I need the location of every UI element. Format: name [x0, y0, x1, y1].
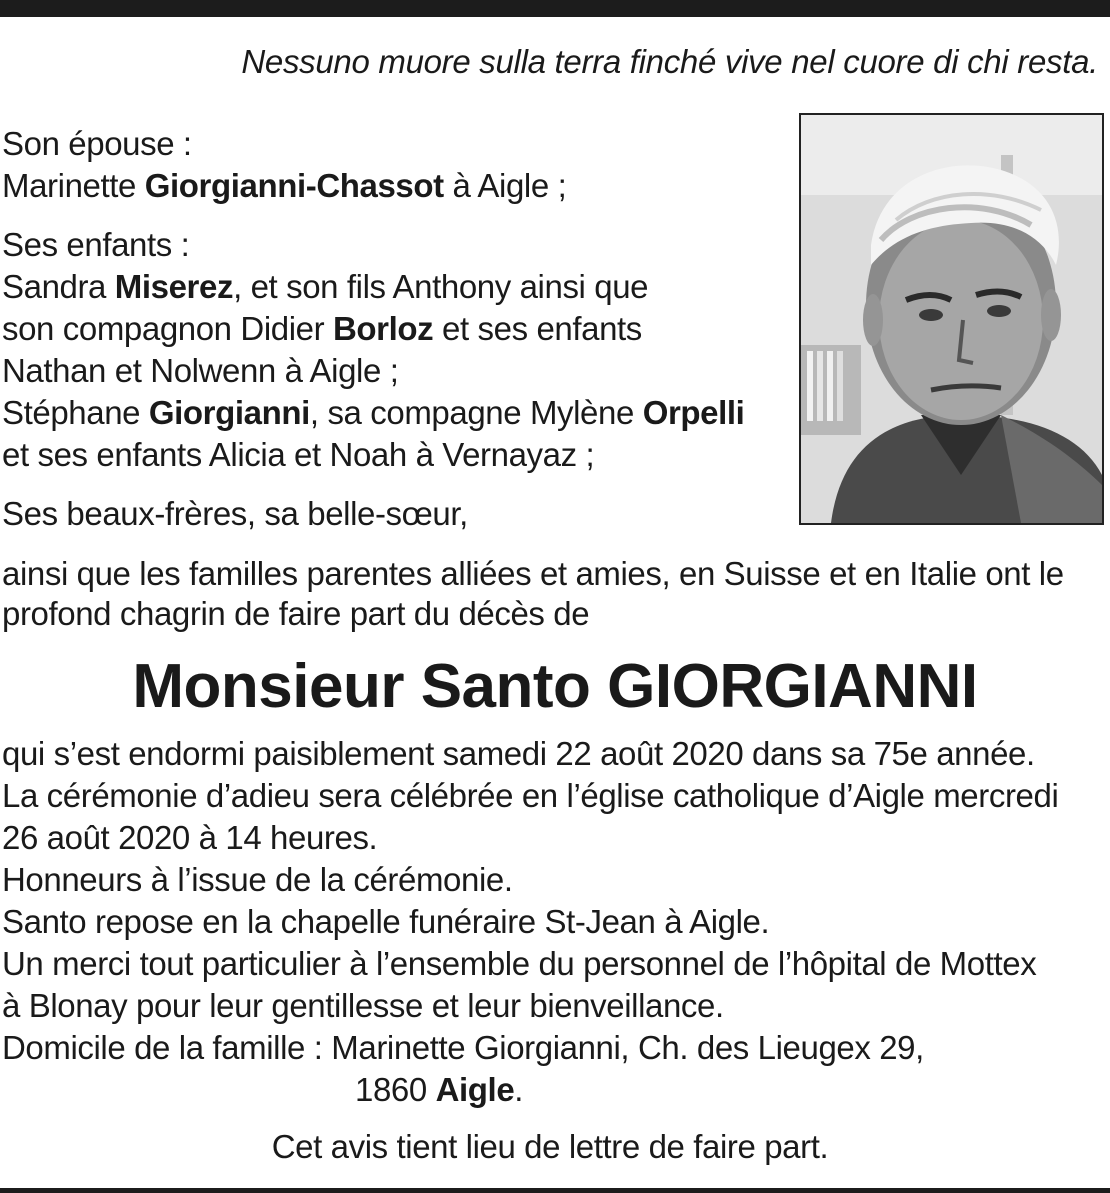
- ceremony-details: [2, 733, 1058, 1111]
- didier-rest: et ses enfants: [442, 310, 642, 347]
- spouse-place: à Aigle ;: [452, 167, 567, 204]
- city-name: Aigle: [435, 1071, 515, 1108]
- child-line-didier: [2, 308, 744, 350]
- address-line: Domicile de la famille : Marinette Giorgianni, Ch. des Lieugex 29,: [2, 1029, 924, 1066]
- spouse-line: [2, 165, 744, 207]
- deceased-name: Monsieur Santo GIORGIANNI: [132, 652, 978, 721]
- grandchildren-line-2: et ses enfants Alicia et Noah à Vernayaz ;: [2, 436, 595, 473]
- children-heading: Ses enfants :: [2, 226, 190, 263]
- spouse-heading: Son épouse :: [2, 125, 192, 162]
- spouse-last-name: Giorgianni-Chassot: [144, 167, 444, 204]
- intro-line-2: profond chagrin de faire part du décès de: [2, 595, 590, 632]
- details-line-2: La cérémonie d’adieu sera célébrée en l’église catholique d’Aigle mercredi: [2, 777, 1059, 814]
- details-line-6: Un merci tout particulier à l’ensemble du personnel de l’hôpital de Mottex: [2, 945, 1037, 982]
- details-line-5: Santo repose en la chapelle funéraire St-Jean à Aigle.: [2, 903, 770, 940]
- stephane-rest: , sa compagne Mylène: [309, 394, 634, 431]
- details-line-7: à Blonay pour leur gentillesse et leur bienveillance.: [2, 987, 724, 1024]
- city-punct: .: [514, 1071, 524, 1108]
- didier-last: Borloz: [332, 310, 434, 347]
- sandra-rest: , et son fils Anthony ainsi que: [233, 268, 649, 305]
- grandchildren-line-1: Nathan et Nolwenn à Aigle ;: [2, 352, 399, 389]
- sandra-last: Miserez: [114, 268, 234, 305]
- portrait-icon: [801, 115, 1102, 523]
- intro-line-1: ainsi que les familles parentes alliées et amies, en Suisse et en Italie ont le: [2, 555, 1064, 592]
- mylene-last: Orpelli: [642, 394, 745, 431]
- epigraph: Nessuno muore sulla terra finché vive nel cuore di chi resta.: [241, 43, 1098, 80]
- stephane-first: Stéphane: [2, 394, 141, 431]
- family-list: [2, 123, 744, 535]
- portrait-photo: [799, 113, 1104, 525]
- child-line-stephane: [2, 392, 744, 434]
- closing-note: Cet avis tient lieu de lettre de faire part.: [271, 1128, 829, 1165]
- sandra-first: Sandra: [2, 268, 107, 305]
- spouse-first-name: Marinette: [2, 167, 136, 204]
- child-line-sandra: [2, 266, 744, 308]
- details-line-3: 26 août 2020 à 14 heures.: [2, 819, 378, 856]
- stephane-last: Giorgianni: [148, 394, 310, 431]
- in-laws-line: Ses beaux-frères, sa belle-sœur,: [2, 495, 468, 532]
- details-line-1: qui s’est endormi paisiblement samedi 22 août 2020 dans sa 75e année.: [2, 735, 1035, 772]
- top-rule: [0, 0, 1110, 17]
- address-city-line: [2, 1069, 1058, 1111]
- bottom-rule: [0, 1188, 1110, 1193]
- didier-first: son compagnon Didier: [2, 310, 325, 347]
- details-line-4: Honneurs à l’issue de la cérémonie.: [2, 861, 513, 898]
- intro-text: [2, 554, 1064, 634]
- postal-code: 1860: [355, 1071, 427, 1108]
